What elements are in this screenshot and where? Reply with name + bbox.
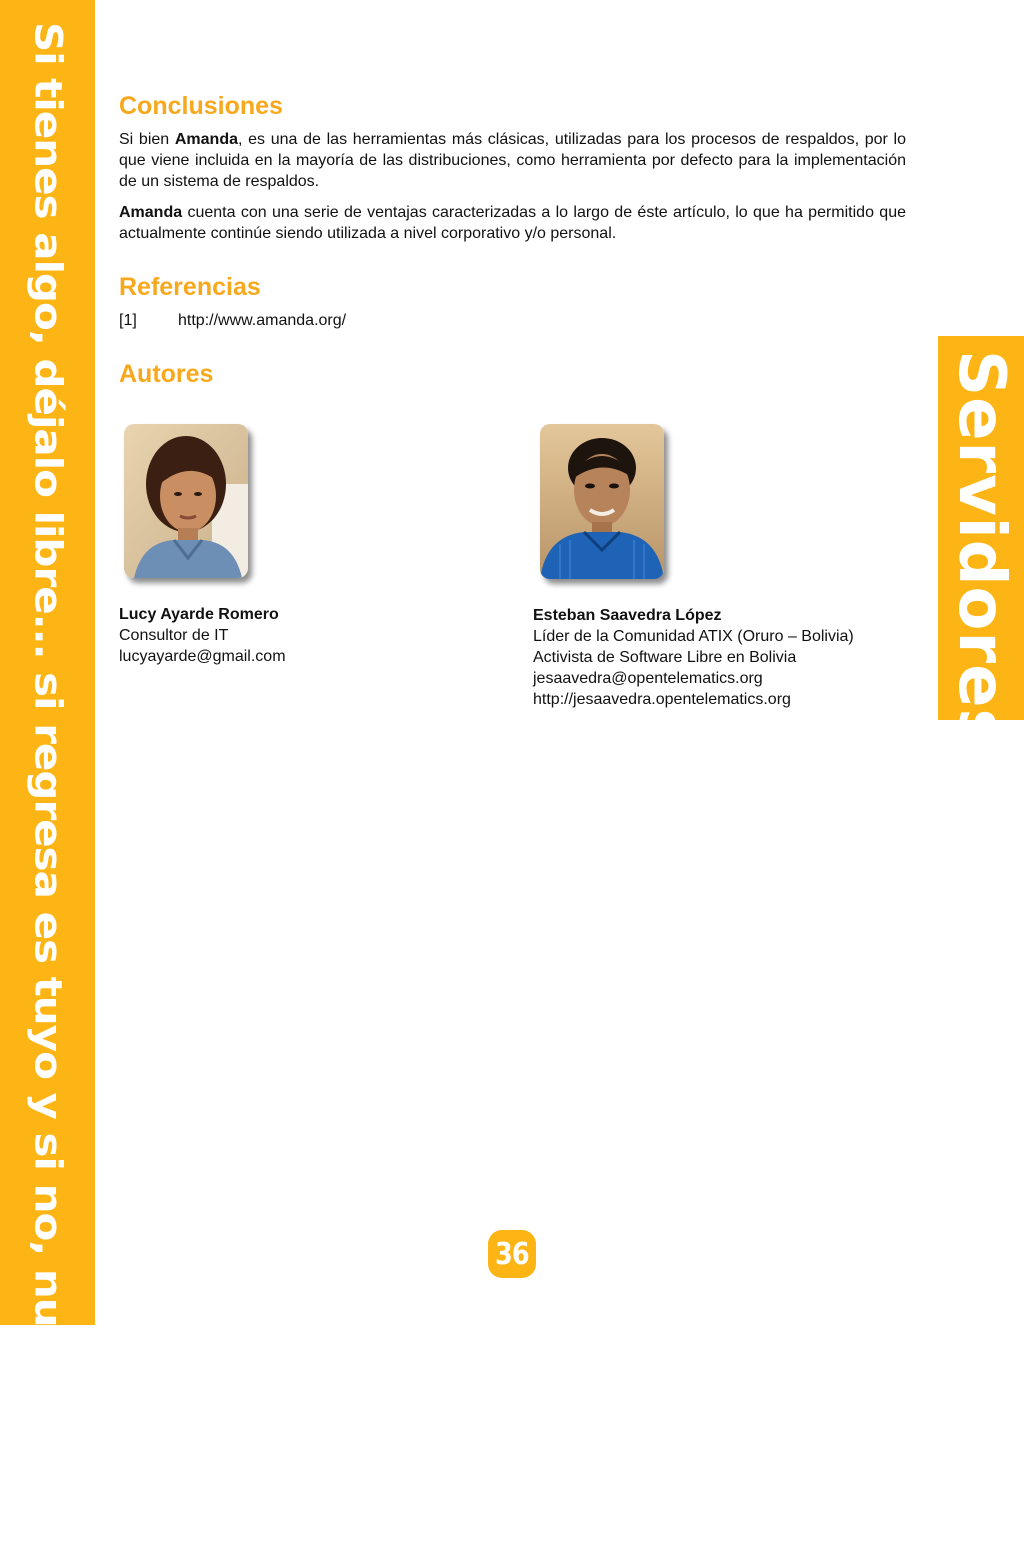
referencias-heading: Referencias xyxy=(119,273,261,301)
conclusiones-paragraph-1 xyxy=(119,129,906,192)
author-role-lucy: Consultor de IT xyxy=(119,627,229,644)
p2-amanda-bold: Amanda xyxy=(119,204,183,221)
reference-item xyxy=(119,310,906,331)
p2-text-rest: cuenta con una serie de ventajas caracterizadas a lo largo de éste artículo, lo que ha permitido que actualmente continúe siendo utilizada a nivel corporativo y/o personal. xyxy=(119,204,906,242)
section-tab xyxy=(938,336,1024,748)
author-name-lucy: Lucy Ayarde Romero xyxy=(119,606,279,623)
reference-url[interactable]: http://www.amanda.org/ xyxy=(178,312,347,329)
side-slogan: Si tienes algo, déjalo libre... si regresa es tuyo y si no, nunca lo fué xyxy=(26,22,71,1549)
p1-amanda-bold: Amanda xyxy=(174,131,238,148)
author-card-lucy xyxy=(119,424,286,667)
article-content xyxy=(119,92,906,389)
page-number: 36 xyxy=(495,1236,529,1272)
p1-text-rest: , es una de las herramientas más clásicas, utilizadas para los procesos de respaldos, por lo que viene incluida en la mayoría de las distribuciones, como herramienta por defecto para la implementación de un sistema de respaldos. xyxy=(119,131,906,190)
conclusiones-paragraph-2 xyxy=(119,202,906,244)
author-photo-esteban xyxy=(540,424,664,579)
p1-text-start: Si bien xyxy=(119,131,175,148)
author-email-lucy[interactable]: lucyayarde@gmail.com xyxy=(119,648,286,665)
section-tab-label: Servidores xyxy=(944,350,1018,748)
author-email-esteban[interactable]: jesaavedra@opentelematics.org xyxy=(533,670,763,687)
authors-section xyxy=(119,424,919,724)
author-role-esteban: Líder de la Comunidad ATIX (Oruro – Bolivia) xyxy=(533,628,854,645)
autores-heading: Autores xyxy=(119,360,214,388)
author-photo-lucy xyxy=(124,424,248,578)
author-card-esteban xyxy=(533,424,854,710)
author-activity-esteban: Activista de Software Libre en Bolivia xyxy=(533,649,797,666)
page-number-badge xyxy=(488,1230,536,1278)
author-website-esteban[interactable]: http://jesaavedra.opentelematics.org xyxy=(533,691,791,708)
reference-number: [1] xyxy=(119,312,137,329)
conclusiones-heading: Conclusiones xyxy=(119,92,283,120)
side-strip xyxy=(0,0,95,1549)
author-name-esteban: Esteban Saavedra López xyxy=(533,607,722,624)
